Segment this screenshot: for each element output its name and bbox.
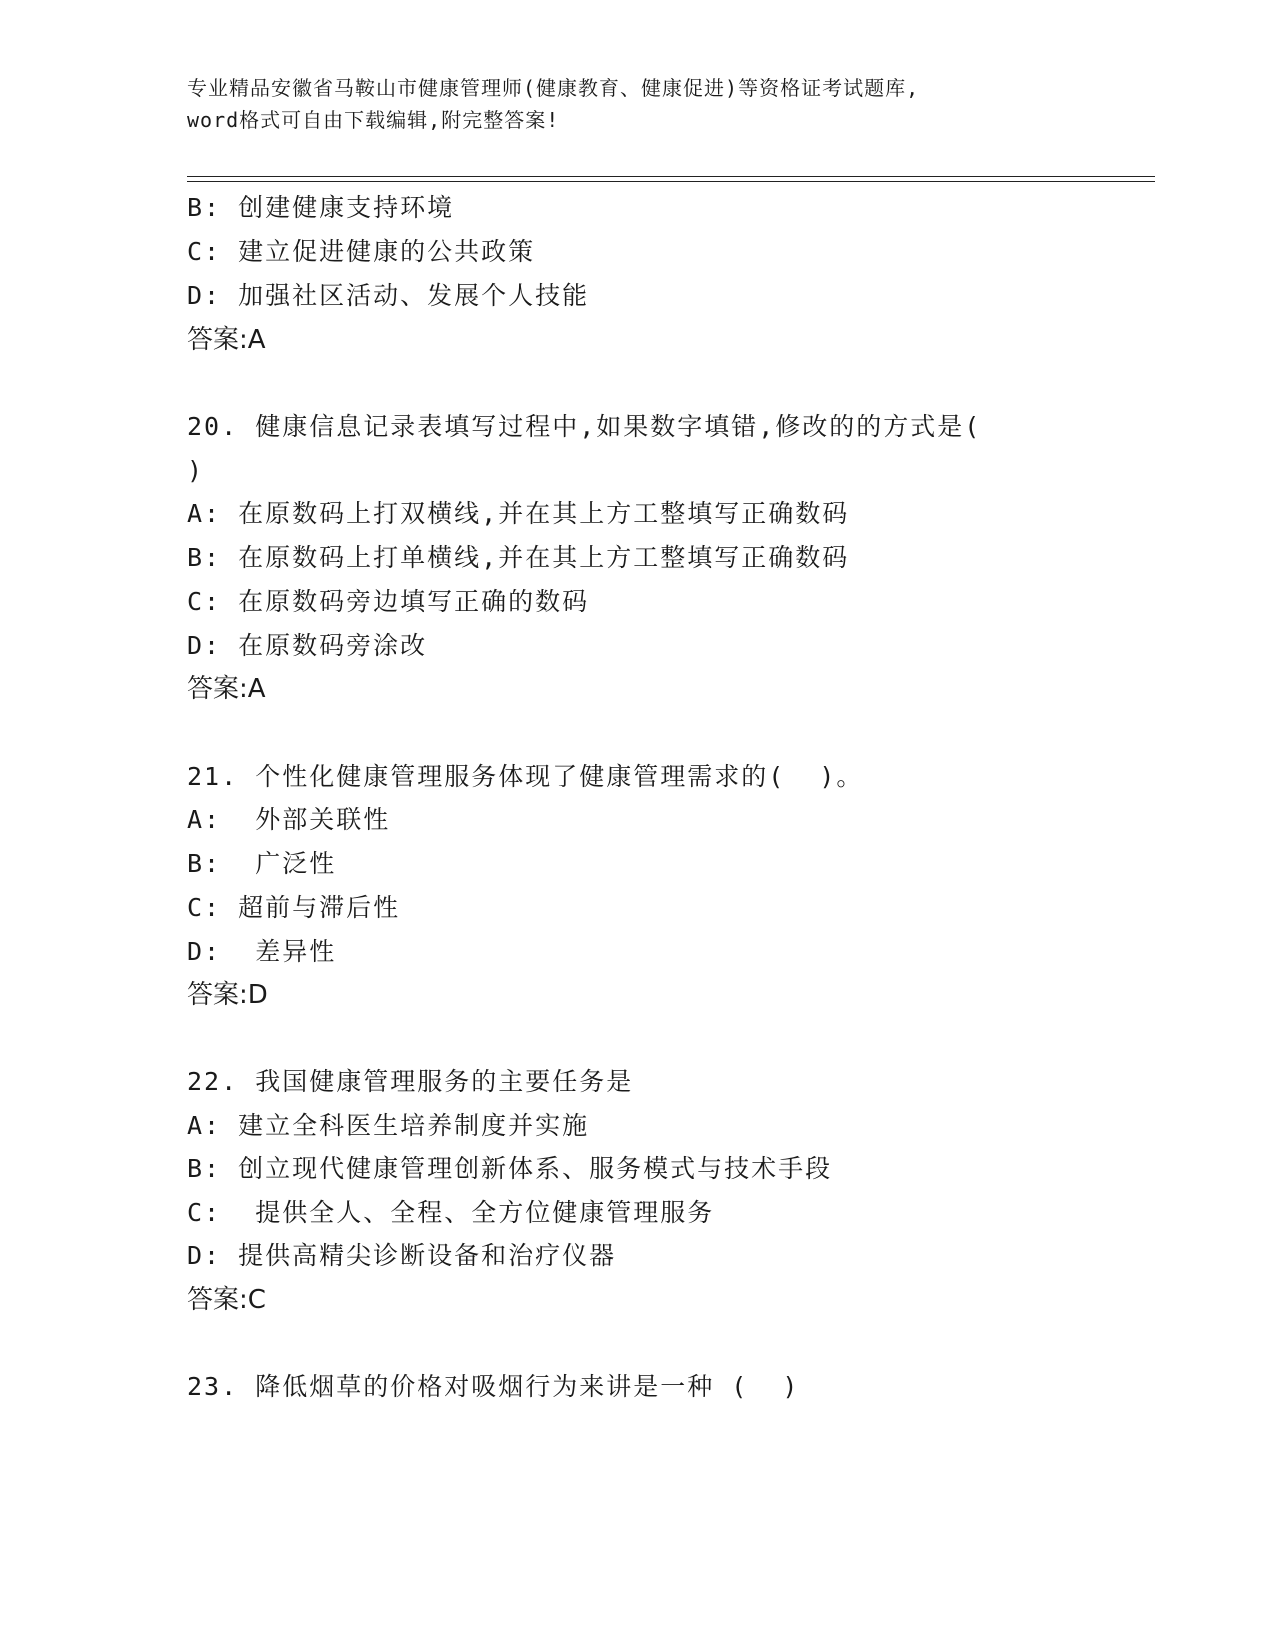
q19-option-b: B: 创建健康支持环境 xyxy=(187,193,455,222)
q22-answer: 答案:C xyxy=(187,1285,266,1315)
q22-option-a: A: 建立全科医生培养制度并实施 xyxy=(187,1111,590,1140)
q21-option-b: B: 广泛性 xyxy=(187,849,337,878)
q21-stem: 21. 个性化健康管理服务体现了健康管理需求的( )。 xyxy=(187,762,864,791)
q20-stem-line-2: ) xyxy=(187,456,205,485)
q20-option-c: C: 在原数码旁边填写正确的数码 xyxy=(187,587,590,616)
header-rule-top xyxy=(187,176,1155,177)
q20-stem-line-1: 20. 健康信息记录表填写过程中,如果数字填错,修改的的方式是( xyxy=(187,412,982,441)
q19-option-c: C: 建立促进健康的公共政策 xyxy=(187,237,536,266)
q21-option-c: C: 超前与滞后性 xyxy=(187,893,401,922)
q23-stem: 23. 降低烟草的价格对吸烟行为来讲是一种 ( ) xyxy=(187,1372,800,1401)
q20-option-d: D: 在原数码旁涂改 xyxy=(187,631,428,660)
q20-option-b: B: 在原数码上打单横线,并在其上方工整填写正确数码 xyxy=(187,543,850,572)
q20-option-a: A: 在原数码上打双横线,并在其上方工整填写正确数码 xyxy=(187,499,850,528)
q21-option-a: A: 外部关联性 xyxy=(187,805,391,834)
q21-option-d: D: 差异性 xyxy=(187,937,337,966)
header-line-2: word格式可自由下载编辑,附完整答案! xyxy=(187,108,560,132)
document-header xyxy=(187,72,1087,136)
q19-option-d: D: 加强社区活动、发展个人技能 xyxy=(187,281,590,310)
q22-stem: 22. 我国健康管理服务的主要任务是 xyxy=(187,1067,634,1096)
q19-answer: 答案:A xyxy=(187,325,266,355)
q21-answer: 答案:D xyxy=(187,980,268,1010)
header-rule-bottom xyxy=(187,181,1155,182)
q22-option-c: C: 提供全人、全程、全方位健康管理服务 xyxy=(187,1198,715,1227)
q20-answer: 答案:A xyxy=(187,674,266,704)
header-line-1: 专业精品安徽省马鞍山市健康管理师(健康教育、健康促进)等资格证考试题库, xyxy=(187,76,920,100)
q22-option-d: D: 提供高精尖诊断设备和治疗仪器 xyxy=(187,1241,617,1270)
q22-option-b: B: 创立现代健康管理创新体系、服务模式与技术手段 xyxy=(187,1154,833,1183)
